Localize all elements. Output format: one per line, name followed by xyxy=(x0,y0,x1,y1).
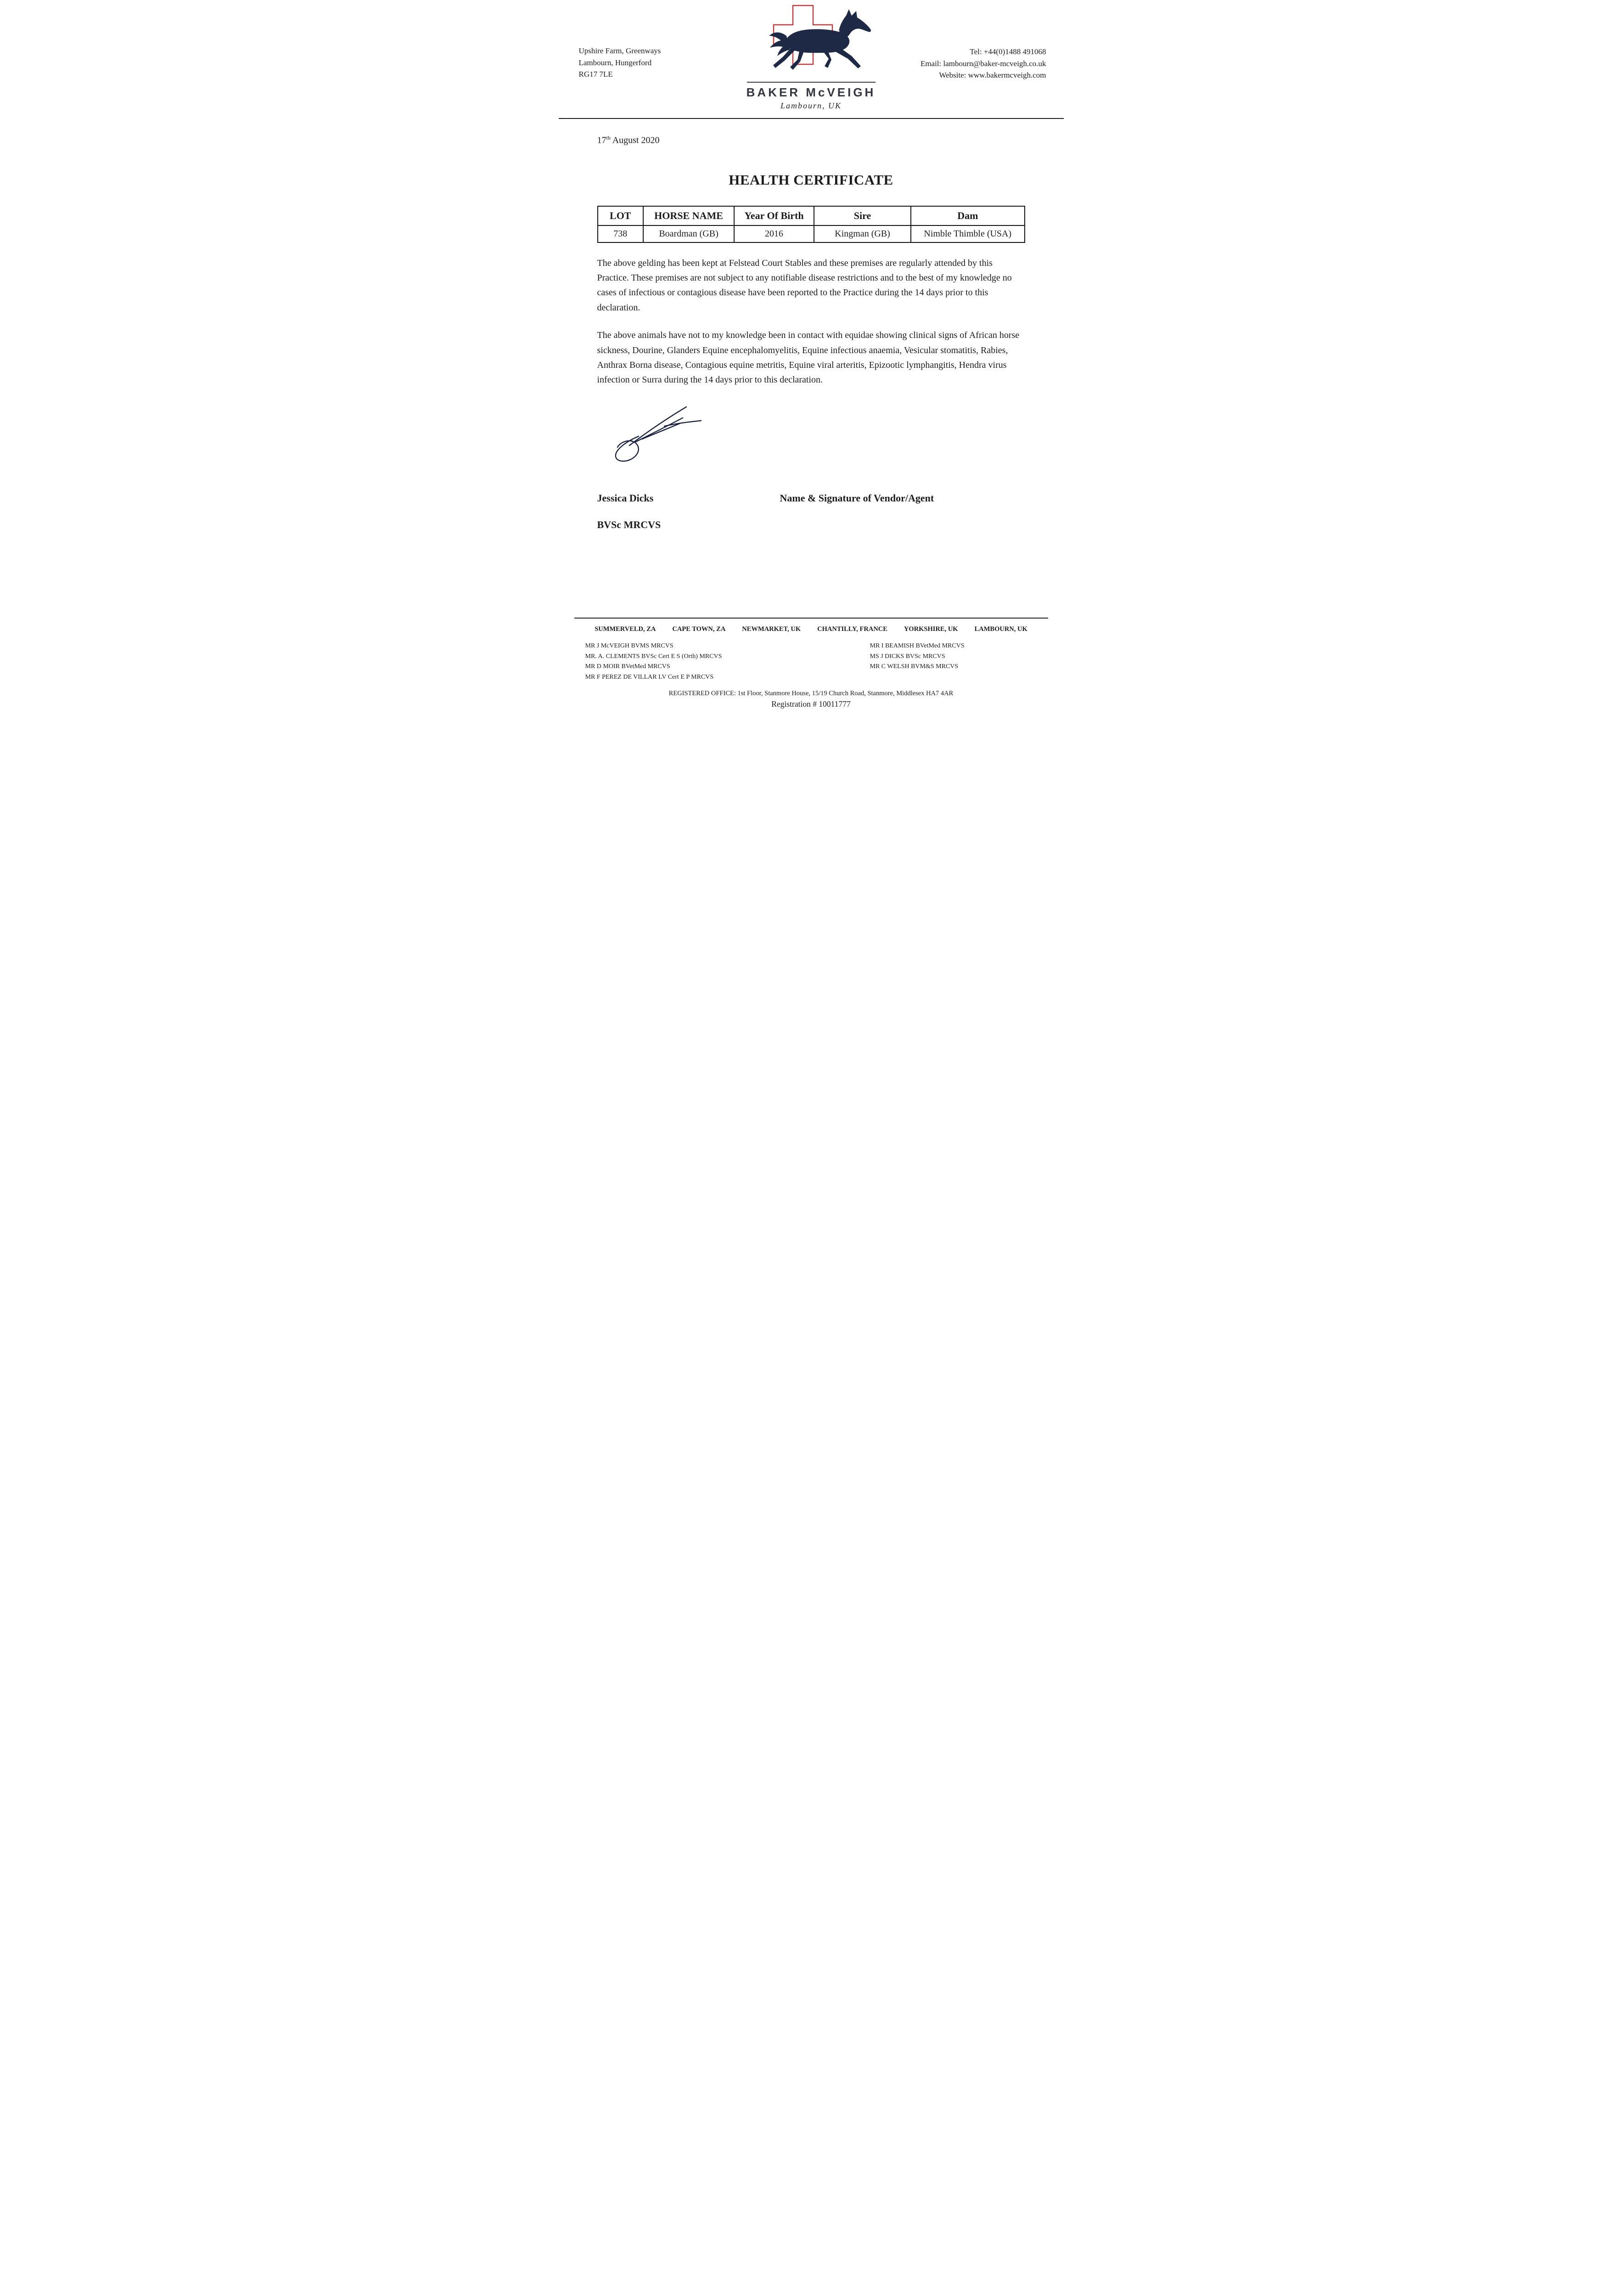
website-line: Website: www.bakermcveigh.com xyxy=(939,71,1046,79)
location-item: CHANTILLY, FRANCE xyxy=(817,625,887,633)
horse-icon xyxy=(769,9,871,70)
location-item: LAMBOURN, UK xyxy=(974,625,1027,633)
contact-details xyxy=(920,46,1046,81)
signatory-row xyxy=(597,492,1025,506)
phone-line: Tel: +44(0)1488 491068 xyxy=(970,47,1046,56)
signature-scribble xyxy=(609,404,1025,468)
document-date xyxy=(597,135,1025,146)
staff-member: MR J McVEIGH BVMS MRCVS xyxy=(585,642,673,649)
address-line: RG17 7LE xyxy=(578,70,613,79)
page-title: HEALTH CERTIFICATE xyxy=(729,171,893,188)
table-header-row xyxy=(598,206,1025,225)
date-rest: August 2020 xyxy=(610,135,660,146)
location-item: SUMMERVELD, ZA xyxy=(595,625,656,633)
date-day: 17 xyxy=(597,135,606,146)
signatory-name: Jessica Dicks xyxy=(597,492,654,504)
column-header-horse-name: HORSE NAME xyxy=(643,206,734,225)
staff-member: MR. A. CLEMENTS BVSc Cert E S (Orth) MRCVS xyxy=(585,653,722,660)
cell-year-of-birth: 2016 xyxy=(734,225,814,242)
brand-name: BAKER McVEIGH xyxy=(746,85,876,99)
signatory-qualification: BVSc MRCVS xyxy=(597,518,661,530)
clinic-logo xyxy=(733,0,889,111)
registration-number: Registration # 10011777 xyxy=(771,699,851,709)
declaration-paragraph-1: The above gelding has been kept at Felstead Court Stables and these premises are regularly attended by this Practice. These premises are not subject to any notifiable disease restrictions and to the best of my knowledge no cases of infectious or contagious disease have been reported to the Practice during the 14 days prior to this declaration. xyxy=(597,258,1012,313)
document-footer xyxy=(559,618,1064,709)
cell-horse-name: Boardman (GB) xyxy=(643,225,734,242)
declaration-paragraph-2: The above animals have not to my knowledge been in contact with equidae showing clinical signs of African horse sickness, Dourine, Glanders Equine encephalomyelitis, Equine infectious anaemia, Vesicular stomatitis, Rabies, Anthrax Borna disease, Contagious equine metritis, Equine viral arteritis, Epizootic lymphangitis, Hendra virus infection or Surra during the 14 days prior to this declaration. xyxy=(597,330,1020,385)
vendor-agent-label: Name & Signature of Vendor/Agent xyxy=(780,492,934,504)
brand-location: Lambourn, UK xyxy=(780,101,842,110)
staff-list-right xyxy=(870,641,965,672)
column-header-year-of-birth: Year Of Birth xyxy=(734,206,814,225)
staff-member: MR D MOIR BVetMed MRCVS xyxy=(585,663,670,670)
email-line: Email: lambourn@baker-mcveigh.co.uk xyxy=(920,59,1046,68)
staff-list-left xyxy=(585,641,722,683)
staff-member: MR C WELSH BVM&S MRCVS xyxy=(870,663,959,670)
location-item: YORKSHIRE, UK xyxy=(904,625,958,633)
location-item: CAPE TOWN, ZA xyxy=(672,625,726,633)
document-body xyxy=(559,135,1064,531)
staff-member: MS J DICKS BVSc MRCVS xyxy=(870,653,945,660)
table-row xyxy=(598,225,1025,242)
sender-address xyxy=(579,45,661,80)
staff-lists xyxy=(559,641,1064,683)
date-suffix: th xyxy=(606,135,611,141)
address-line: Upshire Farm, Greenways xyxy=(578,46,661,55)
locations-row xyxy=(559,625,1064,633)
horse-details-table xyxy=(597,206,1025,243)
brand-divider xyxy=(747,82,876,83)
location-item: NEWMARKET, UK xyxy=(742,625,801,633)
footer-divider xyxy=(574,618,1048,619)
column-header-lot: LOT xyxy=(598,206,644,225)
staff-member: MR I BEAMISH BVetMed MRCVS xyxy=(870,642,965,649)
signature-ink xyxy=(609,404,715,465)
column-header-dam: Dam xyxy=(911,206,1024,225)
health-certificate-page xyxy=(559,0,1064,715)
staff-member: MR F PEREZ DE VILLAR LV Cert E P MRCVS xyxy=(585,674,714,681)
registered-office: REGISTERED OFFICE: 1st Floor, Stanmore House, 15/19 Church Road, Stanmore, Middlesex HA7 4AR xyxy=(668,690,954,697)
address-line: Lambourn, Hungerford xyxy=(578,58,652,67)
logo-artwork xyxy=(747,3,876,81)
cell-dam: Nimble Thimble (USA) xyxy=(911,225,1024,242)
header-divider xyxy=(559,118,1064,119)
cell-lot: 738 xyxy=(598,225,644,242)
column-header-sire: Sire xyxy=(814,206,911,225)
cell-sire: Kingman (GB) xyxy=(814,225,911,242)
